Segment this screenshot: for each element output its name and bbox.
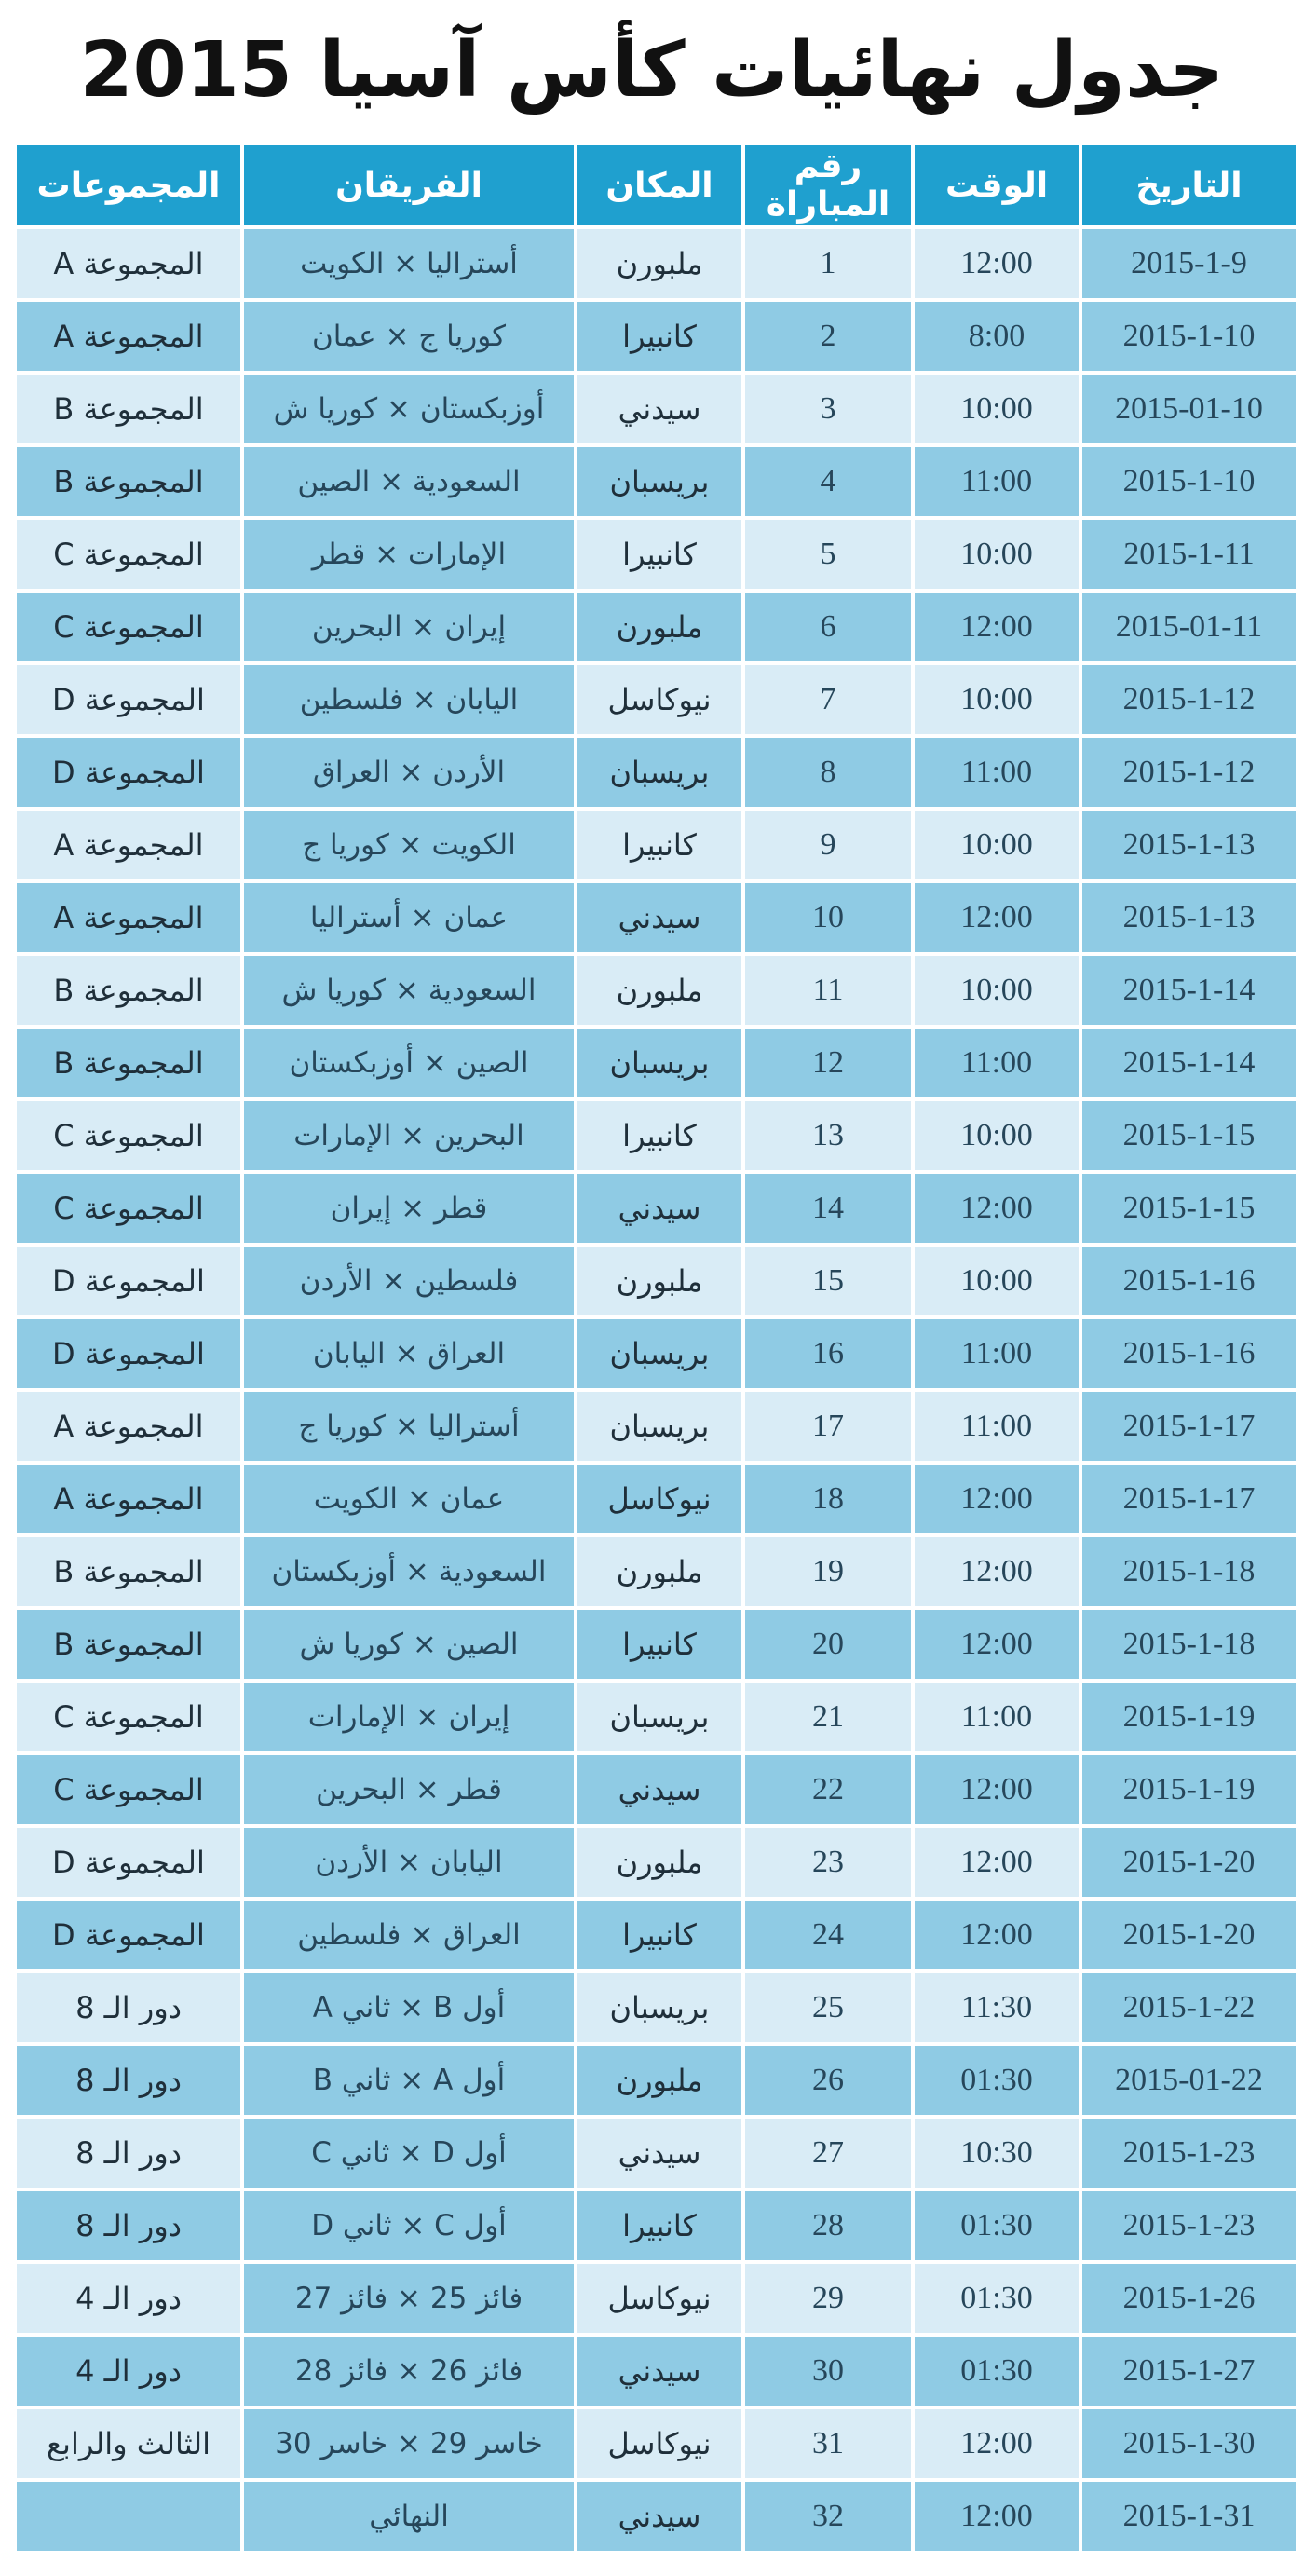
- cell-date: 2015-1-13: [1082, 883, 1296, 952]
- cell-time: 12:00: [915, 1828, 1079, 1897]
- table-row: [17, 1465, 1296, 1533]
- cell-venue: سيدني: [577, 2119, 741, 2188]
- table-row: [17, 1029, 1296, 1097]
- cell-group: دور الـ 8: [17, 2046, 240, 2115]
- cell-match-number: 23: [745, 1828, 911, 1897]
- cell-group: المجموعة B: [17, 1029, 240, 1097]
- cell-teams: فائز 25 × فائز 27: [244, 2264, 574, 2333]
- table-row: [17, 2046, 1296, 2115]
- table-row: [17, 1101, 1296, 1170]
- table-row: [17, 2119, 1296, 2188]
- cell-group: دور الـ 8: [17, 1973, 240, 2042]
- cell-venue: نيوكاسل: [577, 665, 741, 734]
- cell-group: المجموعة B: [17, 956, 240, 1025]
- table-row: [17, 1392, 1296, 1461]
- table-row: [17, 1755, 1296, 1824]
- cell-date: 2015-1-15: [1082, 1174, 1296, 1243]
- cell-group: المجموعة D: [17, 1828, 240, 1897]
- cell-group: المجموعة D: [17, 1247, 240, 1315]
- cell-date: 2015-1-23: [1082, 2191, 1296, 2260]
- cell-time: 10:00: [915, 520, 1079, 589]
- table-row: [17, 229, 1296, 298]
- cell-match-number: 6: [745, 593, 911, 661]
- cell-teams: خاسر 29 × خاسر 30: [244, 2409, 574, 2478]
- cell-venue: بريسبان: [577, 1683, 741, 1751]
- cell-match-number: 26: [745, 2046, 911, 2115]
- cell-match-number: 27: [745, 2119, 911, 2188]
- cell-time: 11:00: [915, 1392, 1079, 1461]
- cell-teams: الكويت × كوريا ج: [244, 811, 574, 879]
- cell-teams: أستراليا × كوريا ج: [244, 1392, 574, 1461]
- cell-group: دور الـ 4: [17, 2337, 240, 2406]
- header-match-number: رقم المباراة: [745, 145, 911, 225]
- cell-date: 2015-1-12: [1082, 738, 1296, 807]
- cell-date: 2015-1-16: [1082, 1247, 1296, 1315]
- cell-match-number: 1: [745, 229, 911, 298]
- table-row: [17, 2482, 1296, 2551]
- cell-time: 12:00: [915, 2482, 1079, 2551]
- cell-match-number: 25: [745, 1973, 911, 2042]
- cell-date: 2015-1-16: [1082, 1319, 1296, 1388]
- table-row: [17, 1973, 1296, 2042]
- cell-match-number: 14: [745, 1174, 911, 1243]
- cell-date: 2015-1-27: [1082, 2337, 1296, 2406]
- cell-date: 2015-01-11: [1082, 593, 1296, 661]
- cell-time: 10:30: [915, 2119, 1079, 2188]
- cell-group: المجموعة B: [17, 447, 240, 516]
- cell-date: 2015-1-17: [1082, 1465, 1296, 1533]
- cell-teams: قطر × إيران: [244, 1174, 574, 1243]
- table-row: [17, 2409, 1296, 2478]
- table-row: [17, 2337, 1296, 2406]
- header-teams: الفريقان: [244, 145, 574, 225]
- cell-match-number: 28: [745, 2191, 911, 2260]
- cell-date: 2015-1-11: [1082, 520, 1296, 589]
- table-row: [17, 1828, 1296, 1897]
- cell-venue: بريسبان: [577, 447, 741, 516]
- table-row: [17, 1247, 1296, 1315]
- cell-time: 12:00: [915, 1610, 1079, 1679]
- cell-group: المجموعة C: [17, 1683, 240, 1751]
- table-row: [17, 738, 1296, 807]
- cell-group: المجموعة D: [17, 1319, 240, 1388]
- table-row: [17, 1174, 1296, 1243]
- cell-time: 01:30: [915, 2191, 1079, 2260]
- cell-group: المجموعة A: [17, 229, 240, 298]
- cell-match-number: 17: [745, 1392, 911, 1461]
- table-row: [17, 1319, 1296, 1388]
- cell-group: المجموعة D: [17, 1901, 240, 1969]
- cell-match-number: 4: [745, 447, 911, 516]
- cell-teams: السعودية × أوزبكستان: [244, 1537, 574, 1606]
- cell-venue: سيدني: [577, 1755, 741, 1824]
- table-row: [17, 956, 1296, 1025]
- table-row: [17, 1901, 1296, 1969]
- cell-venue: بريسبان: [577, 1319, 741, 1388]
- cell-teams: عمان × أستراليا: [244, 883, 574, 952]
- cell-time: 12:00: [915, 883, 1079, 952]
- cell-date: 2015-01-10: [1082, 375, 1296, 443]
- cell-venue: نيوكاسل: [577, 2264, 741, 2333]
- table-row: [17, 302, 1296, 371]
- cell-match-number: 13: [745, 1101, 911, 1170]
- cell-match-number: 10: [745, 883, 911, 952]
- table-row: [17, 1610, 1296, 1679]
- table-row: [17, 2264, 1296, 2333]
- cell-time: 12:00: [915, 1901, 1079, 1969]
- table-row: [17, 883, 1296, 952]
- cell-match-number: 2: [745, 302, 911, 371]
- cell-time: 11:00: [915, 447, 1079, 516]
- cell-match-number: 22: [745, 1755, 911, 1824]
- table-row: [17, 520, 1296, 589]
- cell-match-number: 11: [745, 956, 911, 1025]
- cell-date: 2015-1-19: [1082, 1755, 1296, 1824]
- cell-date: 2015-1-26: [1082, 2264, 1296, 2333]
- cell-teams: الصين × أوزبكستان: [244, 1029, 574, 1097]
- cell-group: دور الـ 8: [17, 2119, 240, 2188]
- table-header: [17, 145, 1296, 225]
- cell-venue: بريسبان: [577, 738, 741, 807]
- header-date: التاريخ: [1082, 145, 1296, 225]
- cell-date: 2015-1-12: [1082, 665, 1296, 734]
- schedule-table: [13, 142, 1299, 2555]
- cell-date: 2015-1-30: [1082, 2409, 1296, 2478]
- cell-teams: فائز 26 × فائز 28: [244, 2337, 574, 2406]
- cell-venue: كانبيرا: [577, 1610, 741, 1679]
- cell-group: المجموعة A: [17, 302, 240, 371]
- cell-date: 2015-1-18: [1082, 1537, 1296, 1606]
- cell-venue: سيدني: [577, 2482, 741, 2551]
- table-row: [17, 1683, 1296, 1751]
- cell-time: 12:00: [915, 1537, 1079, 1606]
- cell-date: 2015-1-20: [1082, 1828, 1296, 1897]
- cell-venue: ملبورن: [577, 1537, 741, 1606]
- cell-time: 01:30: [915, 2046, 1079, 2115]
- cell-date: 2015-1-15: [1082, 1101, 1296, 1170]
- cell-group: [17, 2482, 240, 2551]
- cell-teams: فلسطين × الأردن: [244, 1247, 574, 1315]
- cell-match-number: 16: [745, 1319, 911, 1388]
- cell-match-number: 29: [745, 2264, 911, 2333]
- cell-group: المجموعة B: [17, 1537, 240, 1606]
- cell-venue: ملبورن: [577, 593, 741, 661]
- cell-teams: النهائي: [244, 2482, 574, 2551]
- cell-group: دور الـ 4: [17, 2264, 240, 2333]
- cell-group: المجموعة C: [17, 520, 240, 589]
- cell-group: المجموعة C: [17, 1174, 240, 1243]
- cell-teams: السعودية × الصين: [244, 447, 574, 516]
- table-row: [17, 375, 1296, 443]
- cell-venue: كانبيرا: [577, 811, 741, 879]
- header-group: المجموعات: [17, 145, 240, 225]
- cell-time: 01:30: [915, 2337, 1079, 2406]
- cell-time: 12:00: [915, 593, 1079, 661]
- cell-venue: كانبيرا: [577, 520, 741, 589]
- cell-match-number: 31: [745, 2409, 911, 2478]
- cell-group: المجموعة D: [17, 738, 240, 807]
- cell-group: المجموعة B: [17, 1610, 240, 1679]
- cell-time: 11:00: [915, 1029, 1079, 1097]
- cell-time: 12:00: [915, 229, 1079, 298]
- table-body: [17, 229, 1296, 2551]
- cell-date: 2015-1-18: [1082, 1610, 1296, 1679]
- cell-venue: سيدني: [577, 1174, 741, 1243]
- cell-time: 8:00: [915, 302, 1079, 371]
- cell-group: المجموعة D: [17, 665, 240, 734]
- cell-teams: الإمارات × قطر: [244, 520, 574, 589]
- cell-teams: الصين × كوريا ش: [244, 1610, 574, 1679]
- cell-teams: البحرين × الإمارات: [244, 1101, 574, 1170]
- cell-date: 2015-1-10: [1082, 447, 1296, 516]
- cell-venue: ملبورن: [577, 2046, 741, 2115]
- cell-time: 12:00: [915, 1174, 1079, 1243]
- cell-venue: ملبورن: [577, 956, 741, 1025]
- cell-date: 2015-1-17: [1082, 1392, 1296, 1461]
- cell-time: 11:00: [915, 1683, 1079, 1751]
- cell-group: المجموعة A: [17, 883, 240, 952]
- cell-date: 2015-1-19: [1082, 1683, 1296, 1751]
- cell-teams: أوزبكستان × كوريا ش: [244, 375, 574, 443]
- cell-venue: سيدني: [577, 883, 741, 952]
- cell-venue: كانبيرا: [577, 1101, 741, 1170]
- cell-date: 2015-1-10: [1082, 302, 1296, 371]
- cell-date: 2015-1-13: [1082, 811, 1296, 879]
- cell-time: 01:30: [915, 2264, 1079, 2333]
- cell-teams: أول B × ثاني A: [244, 1973, 574, 2042]
- cell-time: 10:00: [915, 1101, 1079, 1170]
- cell-match-number: 12: [745, 1029, 911, 1097]
- cell-venue: نيوكاسل: [577, 2409, 741, 2478]
- cell-teams: كوريا ج × عمان: [244, 302, 574, 371]
- cell-match-number: 9: [745, 811, 911, 879]
- cell-date: 2015-1-20: [1082, 1901, 1296, 1969]
- cell-match-number: 20: [745, 1610, 911, 1679]
- cell-venue: نيوكاسل: [577, 1465, 741, 1533]
- cell-venue: ملبورن: [577, 1247, 741, 1315]
- cell-match-number: 32: [745, 2482, 911, 2551]
- cell-teams: أول D × ثاني C: [244, 2119, 574, 2188]
- cell-teams: السعودية × كوريا ش: [244, 956, 574, 1025]
- cell-venue: كانبيرا: [577, 302, 741, 371]
- cell-venue: سيدني: [577, 375, 741, 443]
- cell-group: المجموعة C: [17, 1101, 240, 1170]
- cell-group: الثالث والرابع: [17, 2409, 240, 2478]
- cell-match-number: 18: [745, 1465, 911, 1533]
- cell-venue: سيدني: [577, 2337, 741, 2406]
- cell-date: 2015-01-22: [1082, 2046, 1296, 2115]
- cell-date: 2015-1-22: [1082, 1973, 1296, 2042]
- cell-match-number: 5: [745, 520, 911, 589]
- cell-teams: أول C × ثاني D: [244, 2191, 574, 2260]
- cell-venue: ملبورن: [577, 229, 741, 298]
- cell-match-number: 24: [745, 1901, 911, 1969]
- cell-venue: كانبيرا: [577, 2191, 741, 2260]
- cell-group: المجموعة A: [17, 1465, 240, 1533]
- cell-teams: الأردن × العراق: [244, 738, 574, 807]
- cell-time: 10:00: [915, 665, 1079, 734]
- cell-teams: أول A × ثاني B: [244, 2046, 574, 2115]
- cell-time: 10:00: [915, 1247, 1079, 1315]
- cell-teams: العراق × اليابان: [244, 1319, 574, 1388]
- cell-time: 10:00: [915, 956, 1079, 1025]
- cell-time: 12:00: [915, 1465, 1079, 1533]
- cell-match-number: 30: [745, 2337, 911, 2406]
- cell-time: 12:00: [915, 2409, 1079, 2478]
- cell-time: 11:30: [915, 1973, 1079, 2042]
- cell-time: 10:00: [915, 811, 1079, 879]
- cell-teams: العراق × فلسطين: [244, 1901, 574, 1969]
- cell-group: دور الـ 8: [17, 2191, 240, 2260]
- cell-teams: عمان × الكويت: [244, 1465, 574, 1533]
- cell-venue: ملبورن: [577, 1828, 741, 1897]
- cell-group: المجموعة A: [17, 1392, 240, 1461]
- table-row: [17, 665, 1296, 734]
- page-title: جدول نهائيات كأس آسيا 2015: [79, 25, 1225, 115]
- cell-teams: قطر × البحرين: [244, 1755, 574, 1824]
- cell-group: المجموعة A: [17, 811, 240, 879]
- cell-teams: أستراليا × الكويت: [244, 229, 574, 298]
- table-row: [17, 2191, 1296, 2260]
- cell-venue: كانبيرا: [577, 1901, 741, 1969]
- cell-time: 12:00: [915, 1755, 1079, 1824]
- table-row: [17, 1537, 1296, 1606]
- cell-group: المجموعة C: [17, 1755, 240, 1824]
- cell-match-number: 8: [745, 738, 911, 807]
- cell-teams: إيران × البحرين: [244, 593, 574, 661]
- cell-match-number: 15: [745, 1247, 911, 1315]
- cell-group: المجموعة B: [17, 375, 240, 443]
- cell-venue: بريسبان: [577, 1392, 741, 1461]
- cell-match-number: 3: [745, 375, 911, 443]
- cell-time: 11:00: [915, 1319, 1079, 1388]
- cell-group: المجموعة C: [17, 593, 240, 661]
- cell-teams: إيران × الإمارات: [244, 1683, 574, 1751]
- cell-date: 2015-1-14: [1082, 1029, 1296, 1097]
- cell-venue: بريسبان: [577, 1973, 741, 2042]
- cell-match-number: 7: [745, 665, 911, 734]
- cell-match-number: 19: [745, 1537, 911, 1606]
- cell-match-number: 21: [745, 1683, 911, 1751]
- table-row: [17, 593, 1296, 661]
- cell-teams: اليابان × الأردن: [244, 1828, 574, 1897]
- table-row: [17, 447, 1296, 516]
- header-venue: المكان: [577, 145, 741, 225]
- cell-teams: اليابان × فلسطين: [244, 665, 574, 734]
- cell-venue: بريسبان: [577, 1029, 741, 1097]
- header-row: [17, 145, 1296, 225]
- cell-date: 2015-1-9: [1082, 229, 1296, 298]
- cell-time: 10:00: [915, 375, 1079, 443]
- cell-time: 11:00: [915, 738, 1079, 807]
- cell-date: 2015-1-14: [1082, 956, 1296, 1025]
- table-row: [17, 811, 1296, 879]
- cell-date: 2015-1-31: [1082, 2482, 1296, 2551]
- header-time: الوقت: [915, 145, 1079, 225]
- cell-date: 2015-1-23: [1082, 2119, 1296, 2188]
